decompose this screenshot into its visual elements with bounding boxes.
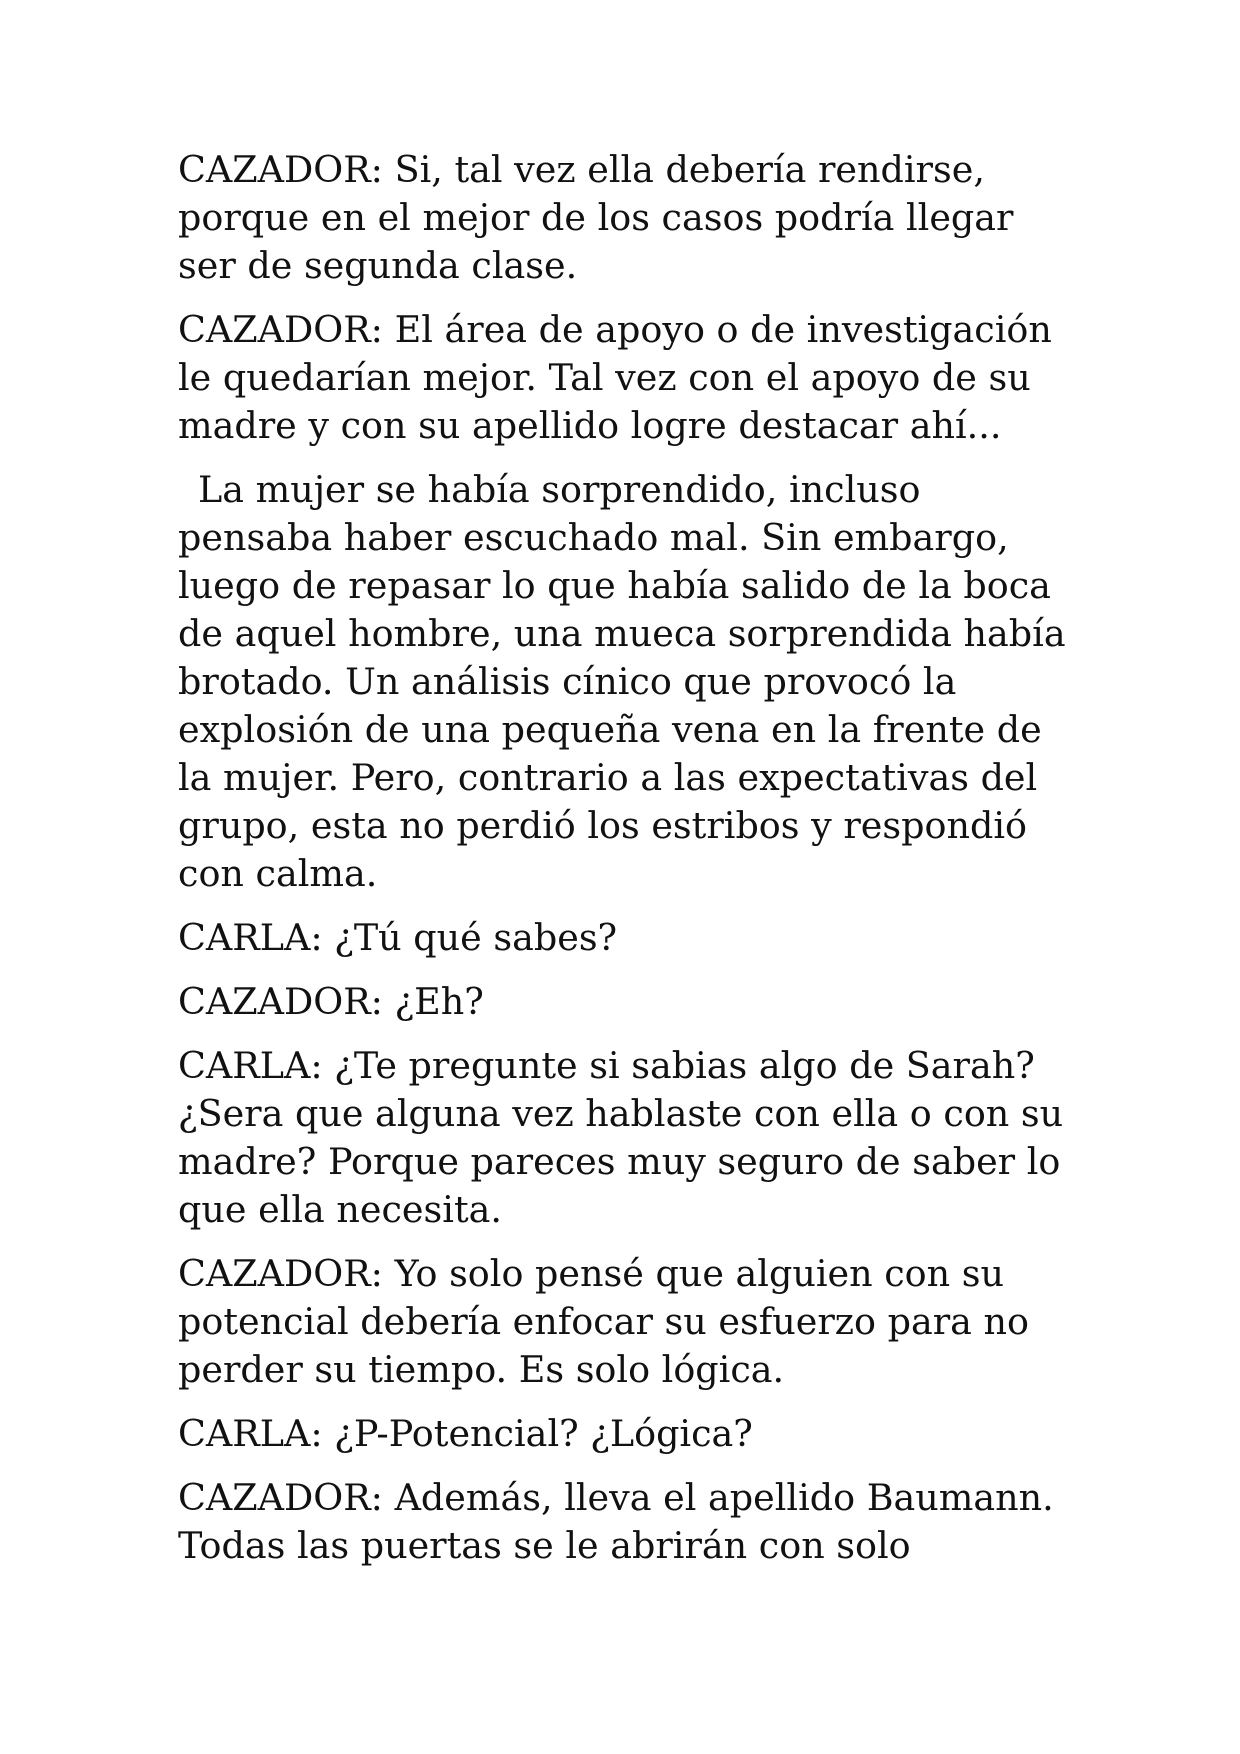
dialogue-paragraph: [178, 1042, 1078, 1234]
text-line: ser de segunda clase.: [178, 244, 578, 287]
text-line: CAZADOR: ¿Eh?: [178, 980, 484, 1023]
text-line: de aquel hombre, una mueca sorprendida había: [178, 612, 1066, 655]
text-line: la mujer. Pero, contrario a las expectativas del: [178, 756, 1038, 799]
text-line: con calma.: [178, 852, 378, 895]
dialogue-paragraph: [178, 978, 1078, 1026]
dialogue-paragraph: [178, 306, 1078, 450]
text-line: Todas las puertas se le abrirán con solo: [178, 1524, 911, 1567]
text-line: CAZADOR: Si, tal vez ella debería rendirse,: [178, 148, 985, 191]
dialogue-paragraph: [178, 914, 1078, 962]
text-line: CARLA: ¿P-Potencial? ¿Lógica?: [178, 1412, 753, 1455]
text-line: La mujer se había sorprendido, incluso: [198, 468, 921, 511]
text-line: perder su tiempo. Es solo lógica.: [178, 1348, 785, 1391]
text-line: CAZADOR: El área de apoyo o de investigación: [178, 308, 1052, 351]
text-line: porque en el mejor de los casos podría llegar: [178, 196, 1014, 239]
text-line: ¿Sera que alguna vez hablaste con ella o con su: [178, 1092, 1064, 1135]
dialogue-paragraph: [178, 1250, 1078, 1394]
text-line: explosión de una pequeña vena en la frente de: [178, 708, 1042, 751]
text-line: madre y con su apellido logre destacar ahí...: [178, 404, 1002, 447]
text-line: pensaba haber escuchado mal. Sin embargo,: [178, 516, 1009, 559]
text-line: le quedarían mejor. Tal vez con el apoyo de su: [178, 356, 1031, 399]
text-line: luego de repasar lo que había salido de la boca: [178, 564, 1051, 607]
narration-paragraph: [178, 466, 1078, 898]
text-line: CARLA: ¿Te pregunte si sabias algo de Sarah?: [178, 1044, 1035, 1087]
text-line: potencial debería enfocar su esfuerzo para no: [178, 1300, 1029, 1343]
text-line: brotado. Un análisis cínico que provocó la: [178, 660, 957, 703]
dialogue-paragraph: [178, 1410, 1078, 1458]
text-line: CAZADOR: Además, lleva el apellido Baumann.: [178, 1476, 1054, 1519]
dialogue-paragraph: [178, 146, 1078, 290]
text-line: CAZADOR: Yo solo pensé que alguien con su: [178, 1252, 1004, 1295]
text-line: grupo, esta no perdió los estribos y respondió: [178, 804, 1027, 847]
body-text: [178, 146, 1078, 1586]
text-line: que ella necesita.: [178, 1188, 502, 1231]
text-line: CARLA: ¿Tú qué sabes?: [178, 916, 618, 959]
dialogue-paragraph: [178, 1474, 1078, 1570]
text-line: madre? Porque pareces muy seguro de saber lo: [178, 1140, 1061, 1183]
